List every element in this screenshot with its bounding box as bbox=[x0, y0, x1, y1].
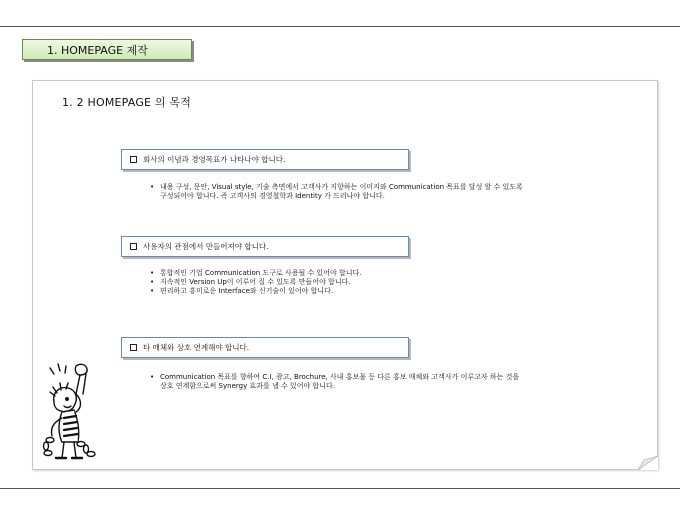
list-item: 구성되어야 합니다. 즉 고객사의 경영철학과 Identity 가 드러나야 합니다. bbox=[160, 192, 385, 200]
page-curl-icon bbox=[638, 456, 658, 470]
subsection-title: 1. 2 HOMEPAGE 의 목적 bbox=[62, 96, 192, 109]
objective-bullets-1 bbox=[150, 183, 620, 201]
list-item: • Communication 목표를 향하여 C.I, 광고, Brochure, 사내 홍보물 등 다른 홍보 매체와 고객사가 이루고자 하는 것을 bbox=[150, 373, 520, 381]
list-item: • 지속적인 Version Up이 이루어 질 수 있도록 만들어야 합니다. bbox=[150, 278, 351, 286]
bullet-dot-icon: • bbox=[150, 269, 155, 277]
checkbox-square-icon bbox=[130, 344, 137, 351]
objective-box-2 bbox=[121, 236, 409, 257]
list-item: • 편리하고 흥미로운 Interface와 신기술이 있어야 합니다. bbox=[150, 287, 334, 295]
list-item: • 통합적인 기업 Communication 도구로 사용될 수 있어야 합니다. bbox=[150, 269, 362, 277]
objective-box-1 bbox=[121, 149, 409, 170]
objective-bullets-3 bbox=[150, 373, 620, 391]
objective-heading-3: 타 매체와 상호 연계해야 합니다. bbox=[143, 343, 250, 352]
bullet-dot-icon: • bbox=[150, 183, 155, 191]
checkbox-square-icon bbox=[130, 156, 137, 163]
bottom-rule bbox=[0, 488, 680, 489]
objective-bullets-2 bbox=[150, 269, 620, 296]
objective-heading-2: 사용자의 관점에서 만들어져야 합니다. bbox=[143, 242, 269, 251]
list-item: 상호 연계함으로써 Synergy 효과를 낼 수 있어야 합니다. bbox=[160, 382, 335, 390]
checkbox-square-icon bbox=[130, 243, 137, 250]
cartoon-man-chains-icon bbox=[36, 360, 126, 460]
bullet-dot-icon: • bbox=[150, 278, 155, 286]
objective-heading-1: 회사의 이념과 경영목표가 나타나야 합니다. bbox=[143, 155, 286, 164]
objective-box-3 bbox=[121, 337, 409, 358]
bullet-dot-icon: • bbox=[150, 373, 155, 381]
bullet-dot-icon: • bbox=[150, 287, 155, 295]
list-item: • 내용 구성, 문안, Visual style, 기술 측면에서 고객사가 지향하는 이미지와 Communication 목표를 달성 할 수 있도록 bbox=[150, 183, 523, 191]
top-rule bbox=[0, 26, 680, 27]
section-title-tab: 1. HOMEPAGE 제작 bbox=[22, 39, 192, 60]
